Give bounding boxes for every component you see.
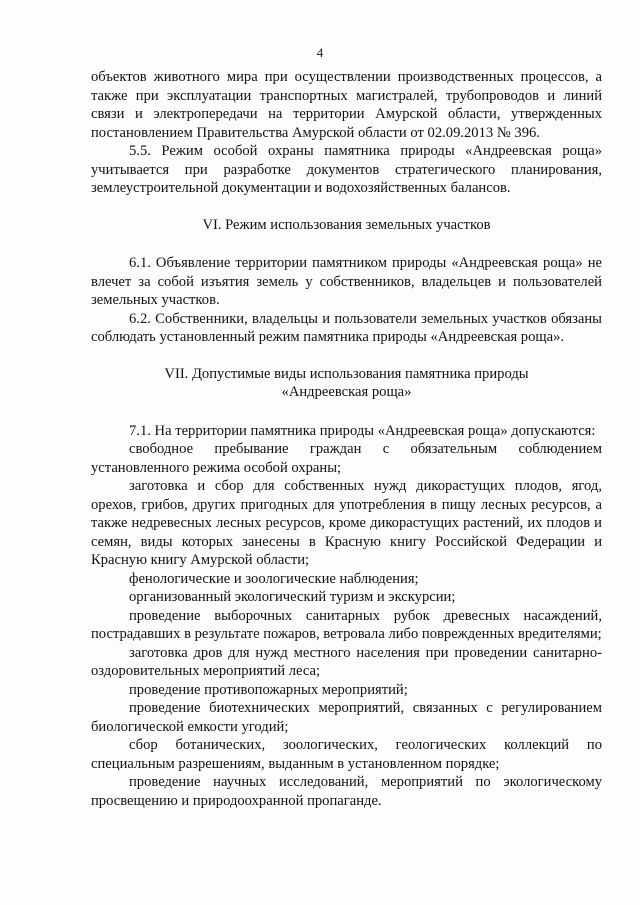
paragraph-continuation: объектов животного мира при осуществлении производственных процессов, а также при эксплуатации транспортных магистралей, трубопроводов и линий связи и электропередачи на территории Амурской области, утвержденных постановлением Правительства Амурской области от 02.09.2013 № 396. — [91, 69, 602, 141]
list-item: сбор ботанических, зоологических, геологических коллекций по специальным разрешениям, выданным в установленном порядке; — [91, 737, 602, 772]
list-item: заготовка и сбор для собственных нужд дикорастущих плодов, ягод, орехов, грибов, других пригодных для употребления в пищу лесных ресурсов, а также недревесных лесных ресурсов, кроме дикорастущих растений, их плодов и семян, виды которых занесены в Красную книгу Российской Федерации и Красную книгу Амурской области; — [91, 478, 602, 568]
list-item: проведение биотехнических мероприятий, связанных с регулированием биологической емкости угодий; — [91, 700, 602, 735]
list-item: заготовка дров для нужд местного населения при проведении санитарно-оздоровительных мероприятий леса; — [91, 644, 602, 679]
paragraph-7-1: 7.1. На территории памятника природы «Андреевская роща» допускаются: — [129, 422, 596, 439]
page-number: 4 — [316, 45, 324, 60]
list-item: проведение выборочных санитарных рубок древесных насаждений, пострадавших в результате пожаров, ветровала либо поврежденных вредителями; — [91, 607, 602, 642]
list-item: фенологические и зоологические наблюдения; — [129, 570, 419, 587]
document-body — [91, 68, 602, 810]
list-item: свободное пребывание граждан с обязательным соблюдением установленного режима особой охраны; — [91, 441, 602, 476]
paragraph-6-1: 6.1. Объявление территории памятником природы «Андреевская роща» не влечет за собой изъятия земель у собственников, владельцев и пользователей земельных участков. — [91, 255, 602, 308]
list-item: проведение научных исследований, мероприятий по экологическому просвещению и природоохранной пропаганде. — [91, 774, 602, 809]
section-6-heading: VI. Режим использования земельных участков — [202, 216, 491, 233]
paragraph-5-5: 5.5. Режим особой охраны памятника природы «Андреевская роща» учитывается при разработке документов стратегического планирования, землеустроительной документации и водохозяйственных балансов. — [91, 143, 602, 196]
section-7-heading-line-1: VII. Допустимые виды использования памятника природы — [164, 365, 529, 382]
section-7-heading-line-2: «Андреевская роща» — [281, 384, 412, 400]
paragraph-6-2: 6.2. Собственники, владельцы и пользователи земельных участков обязаны соблюдать установленный режим памятника природы «Андреевская роща». — [91, 310, 602, 345]
list-item: проведение противопожарных мероприятий; — [129, 681, 408, 698]
list-item: организованный экологический туризм и экскурсии; — [129, 589, 456, 605]
